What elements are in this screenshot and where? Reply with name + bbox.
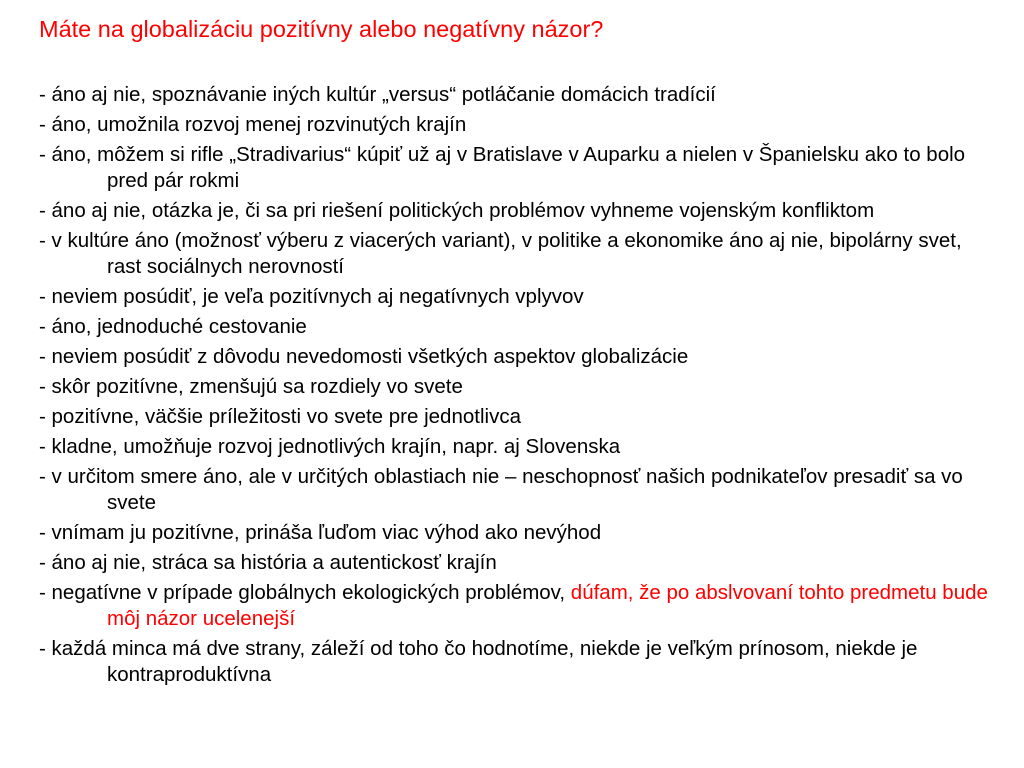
item-text: - pozitívne, väčšie príležitosti vo svete pre jednotlivca bbox=[39, 405, 521, 428]
list-item bbox=[39, 464, 999, 516]
list-item bbox=[39, 344, 999, 370]
list-item bbox=[39, 314, 999, 340]
item-text: - kladne, umožňuje rozvoj jednotlivých krajín, napr. aj Slovenska bbox=[39, 435, 621, 458]
answer-list bbox=[39, 82, 999, 692]
list-item bbox=[39, 198, 999, 224]
item-text: - áno, môžem si rifle „Stradivarius“ kúpiť už aj v Bratislave v Auparku a nielen v Španielsku ako to bolo pred pár rokmi bbox=[39, 143, 966, 192]
item-text: - negatívne v prípade globálnych ekologických problémov, bbox=[39, 581, 571, 604]
list-item bbox=[39, 580, 999, 632]
list-item bbox=[39, 636, 999, 688]
item-text: - neviem posúdiť, je veľa pozitívnych aj negatívnych vplyvov bbox=[39, 285, 584, 308]
list-item bbox=[39, 520, 999, 546]
slide-title: Máte na globalizáciu pozitívny alebo negatívny názor? bbox=[39, 16, 604, 42]
item-text: - neviem posúdiť z dôvodu nevedomosti všetkých aspektov globalizácie bbox=[39, 345, 689, 368]
list-item bbox=[39, 82, 999, 108]
item-text: - áno, umožnila rozvoj menej rozvinutých krajín bbox=[39, 113, 467, 136]
item-text: - áno aj nie, otázka je, či sa pri riešení politických problémov vyhneme vojenským konfliktom bbox=[39, 199, 875, 222]
list-item bbox=[39, 404, 999, 430]
item-text: - áno aj nie, spoznávanie iných kultúr „versus“ potláčanie domácich tradícií bbox=[39, 83, 716, 106]
item-highlight: dúfam, že po abslvovaní tohto predmetu bude môj názor ucelenejší bbox=[107, 581, 988, 630]
list-item bbox=[39, 142, 999, 194]
item-text: - áno aj nie, stráca sa história a autentickosť krajín bbox=[39, 551, 497, 574]
item-text: - v kultúre áno (možnosť výberu z viacerých variant), v politike a ekonomike áno aj nie, bipolárny svet, rast sociálnych nerovností bbox=[39, 229, 962, 278]
list-item bbox=[39, 284, 999, 310]
list-item bbox=[39, 434, 999, 460]
list-item bbox=[39, 112, 999, 138]
item-text: - skôr pozitívne, zmenšujú sa rozdiely vo svete bbox=[39, 375, 463, 398]
item-text: - áno, jednoduché cestovanie bbox=[39, 315, 307, 338]
item-text: - v určitom smere áno, ale v určitých oblastiach nie – neschopnosť našich podnikateľov presadiť sa vo svete bbox=[39, 465, 963, 514]
list-item bbox=[39, 550, 999, 576]
list-item bbox=[39, 374, 999, 400]
list-item bbox=[39, 228, 999, 280]
item-text: - každá minca má dve strany, záleží od toho čo hodnotíme, niekde je veľkým prínosom, niekde je kontraproduktívna bbox=[39, 637, 918, 686]
item-text: - vnímam ju pozitívne, prináša ľuďom viac výhod ako nevýhod bbox=[39, 521, 602, 544]
